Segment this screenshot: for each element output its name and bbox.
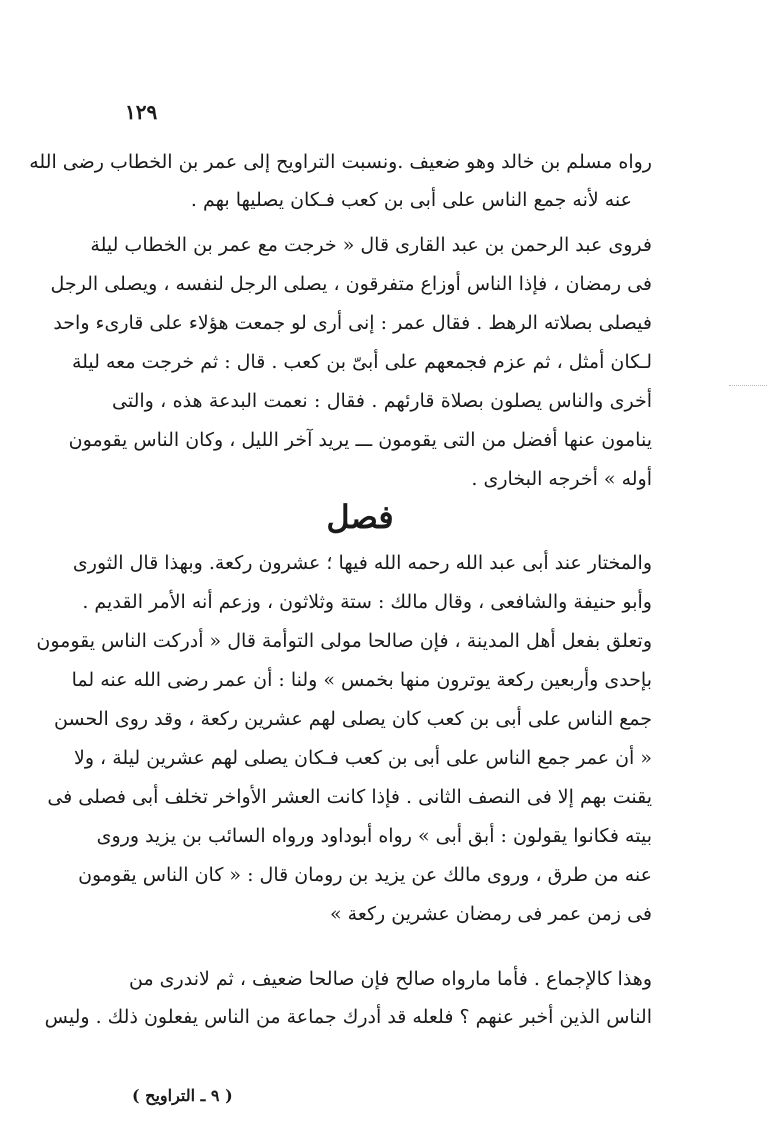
text-line: لـكان أمثل ، ثم عزم فجمعهم على أبىّ بن كعب . قال : ثم خرجت معه ليلة: [71, 351, 652, 373]
text-line: أخرى والناس يصلون بصلاة قارئهم . فقال : نعمت البدعة هذه ، والتى: [112, 390, 652, 412]
page-number: ١٢٩: [125, 100, 158, 124]
text-line: أوله » أخرجه البخارى .: [471, 468, 652, 490]
text-line: جمع الناس على أبى بن كعب كان يصلى لهم عشرين ركعة ، وقد روى الحسن: [54, 708, 652, 730]
paragraph-1: [29, 143, 652, 223]
paragraph-3: [36, 544, 652, 934]
text-line: عنه لأنه جمع الناس على أبى بن كعب فـكان يصليها بهم .: [190, 189, 632, 211]
scan-speckle: [729, 385, 767, 394]
paragraph-4: [44, 960, 652, 1040]
text-line: والمختار عند أبى عبد الله رحمه الله فيها ؛ عشرون ركعة. وبهذا قال الثورى: [72, 552, 652, 574]
text-line: وأبو حنيفة والشافعى ، وقال مالك : ستة وثلاثون ، وزعم أنه الأمر القديم .: [82, 591, 652, 613]
text-line: فى رمضان ، فإذا الناس أوزاع متفرقون ، يصلى الرجل لنفسه ، ويصلى الرجل: [50, 273, 652, 295]
text-line: بيته فكانوا يقولون : أبق أبى » رواه أبوداود ورواه السائب بن يزيد وروى: [96, 825, 652, 847]
text-line: فروى عبد الرحمن بن عبد القارى قال « خرجت مع عمر بن الخطاب ليلة: [90, 234, 652, 256]
text-line: بإحدى وأربعين ركعة يوترون منها بخمس » ولنا : أن عمر رضى الله عنه لما: [71, 669, 652, 691]
text-line: « أن عمر جمع الناس على أبى بن كعب فـكان يصلى لهم عشرين ليلة ، ولا: [74, 747, 652, 769]
text-line: عنه من طرق ، وروى مالك عن يزيد بن رومان قال : « كان الناس يقومون: [78, 864, 652, 886]
text-line: ينامون عنها أفضل من التى يقومون ـــ يريد آخر الليل ، وكان الناس يقومون: [68, 429, 652, 451]
text-line: فى زمن عمر فى رمضان عشرين ركعة »: [329, 903, 652, 925]
text-line: الناس الذين أخبر عنهم ؟ فلعله قد أدرك جماعة من الناس يفعلون ذلك . وليس: [44, 1006, 652, 1028]
text-line: فيصلى بصلاته الرهط . فقال عمر : إنى أرى لو جمعت هؤلاء على قارىء واحد: [53, 312, 652, 334]
text-line: رواه مسلم بن خالد وهو ضعيف .ونسبت التراويح إلى عمر بن الخطاب رضى الله: [29, 151, 652, 173]
section-heading: فصل: [326, 498, 394, 536]
text-line: يقنت بهم إلا فى النصف الثانى . فإذا كانت العشر الأواخر تخلف أبى فصلى فى: [47, 786, 652, 808]
text-line: وتعلق بفعل أهل المدينة ، فإن صالحا مولى التوأمة قال « أدركت الناس يقومون: [36, 630, 652, 652]
text-line: وهذا كالإجماع . فأما مارواه صالح فإن صالحا ضعيف ، ثم لاندرى من: [129, 968, 652, 990]
paragraph-2: [50, 226, 652, 496]
footer-label: ( ٩ ـ التراويح ): [132, 1086, 233, 1105]
